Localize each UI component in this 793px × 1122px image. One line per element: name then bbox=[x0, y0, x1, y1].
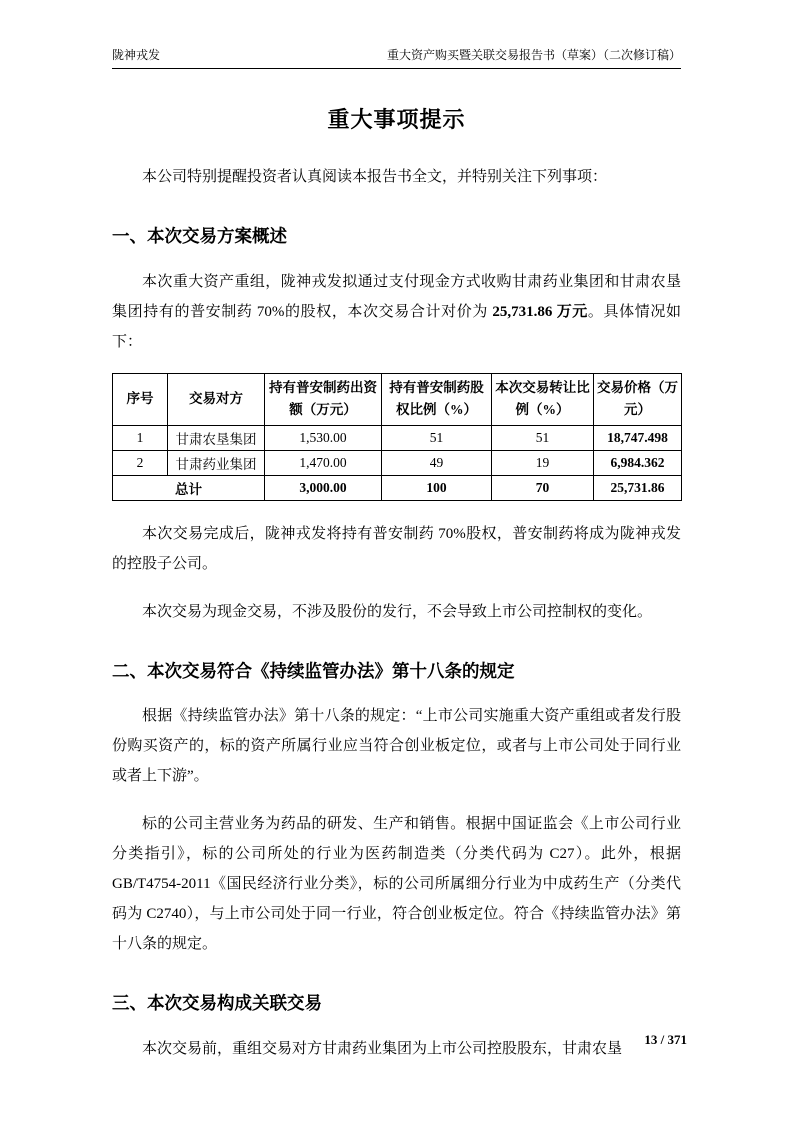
cell-total-label: 总计 bbox=[113, 475, 265, 500]
cell-no: 2 bbox=[113, 450, 168, 475]
cell-price: 18,747.498 bbox=[594, 425, 682, 450]
col-header-price: 交易价格（万元） bbox=[594, 373, 682, 425]
section-1-heading: 一、本次交易方案概述 bbox=[112, 226, 287, 246]
section-1-paragraph-3: 本次交易为现金交易，不涉及股份的发行，不会导致上市公司控制权的变化。 bbox=[142, 603, 653, 620]
cell-equity: 51 bbox=[382, 425, 492, 450]
document-title: 重大事项提示 bbox=[327, 107, 466, 132]
table-total-row bbox=[113, 475, 682, 500]
header-company-name: 陇神戎发 bbox=[112, 48, 161, 62]
cell-total-capital: 3,000.00 bbox=[265, 475, 382, 500]
cell-no: 1 bbox=[113, 425, 168, 450]
section-3-paragraph-1: 本次交易前，重组交易对方甘肃药业集团为上市公司控股股东，甘肃农垦 bbox=[142, 1040, 623, 1057]
intro-paragraph: 本公司特别提醒投资者认真阅读本报告书全文，并特别关注下列事项： bbox=[142, 169, 608, 185]
paragraph-text: 本次重大资产重组，陇神戎发拟通过支付现金方式收购甘肃药业集团和甘肃农垦集团持有的普安制药 70%的股权，本次交易合计对价为 bbox=[112, 273, 681, 320]
cell-total-price: 25,731.86 bbox=[594, 475, 682, 500]
cell-capital: 1,470.00 bbox=[265, 450, 382, 475]
cell-party: 甘肃农垦集团 bbox=[168, 425, 265, 450]
section-1-paragraph-2: 本次交易完成后，陇神戎发将持有普安制药 70%股权，普安制药将成为陇神戎发的控股子公司。 bbox=[112, 525, 681, 572]
cell-transfer: 19 bbox=[492, 450, 594, 475]
col-header-transfer: 本次交易转让比例（%） bbox=[492, 373, 594, 425]
cell-total-transfer: 70 bbox=[492, 475, 594, 500]
col-header-party: 交易对方 bbox=[168, 373, 265, 425]
cell-transfer: 51 bbox=[492, 425, 594, 450]
table-row bbox=[113, 425, 682, 450]
col-header-no: 序号 bbox=[113, 373, 168, 425]
cell-capital: 1,530.00 bbox=[265, 425, 382, 450]
page-header bbox=[112, 46, 681, 69]
page-number: 13 / 371 bbox=[644, 1032, 687, 1047]
table-header-row bbox=[113, 373, 682, 425]
header-report-title: 重大资产购买暨关联交易报告书（草案）（二次修订稿） bbox=[386, 48, 681, 62]
section-2-heading: 二、本次交易符合《持续监管办法》第十八条的规定 bbox=[112, 660, 515, 681]
cell-equity: 49 bbox=[382, 450, 492, 475]
col-header-capital: 持有普安制药出资额（万元） bbox=[265, 373, 382, 425]
cell-price: 6,984.362 bbox=[594, 450, 682, 475]
table-row bbox=[113, 450, 682, 475]
paragraph-text: 。具体情况如下： bbox=[112, 303, 681, 350]
section-1-paragraph-1 bbox=[112, 267, 681, 357]
section-3-heading: 三、本次交易构成关联交易 bbox=[112, 993, 322, 1013]
cell-total-equity: 100 bbox=[382, 475, 492, 500]
section-2-paragraph-1: 根据《持续监管办法》第十八条的规定：“上市公司实施重大资产重组或者发行股份购买资产的，标的资产所属行业应当符合创业板定位，或者与上市公司处于同行业或者上下游”。 bbox=[112, 708, 681, 784]
section-2-paragraph-2: 标的公司主营业务为药品的研发、生产和销售。根据中国证监会《上市公司行业分类指引》，标的公司所处的行业为医药制造类（分类代码为 C27）。此外，根据 GB/T4754-2011《国民经济行业分类》，标的公司所属细分行业为中成药生产（分类代码为 C2740），与上市公司处于同一行业，符合创业板定位。符合《持续监管办法》第十八条的规定。 bbox=[112, 816, 681, 952]
col-header-equity: 持有普安制药股权比例（%） bbox=[382, 373, 492, 425]
cell-party: 甘肃药业集团 bbox=[168, 450, 265, 475]
total-price-highlight: 25,731.86 万元 bbox=[492, 303, 588, 320]
transaction-summary-table bbox=[112, 373, 682, 501]
